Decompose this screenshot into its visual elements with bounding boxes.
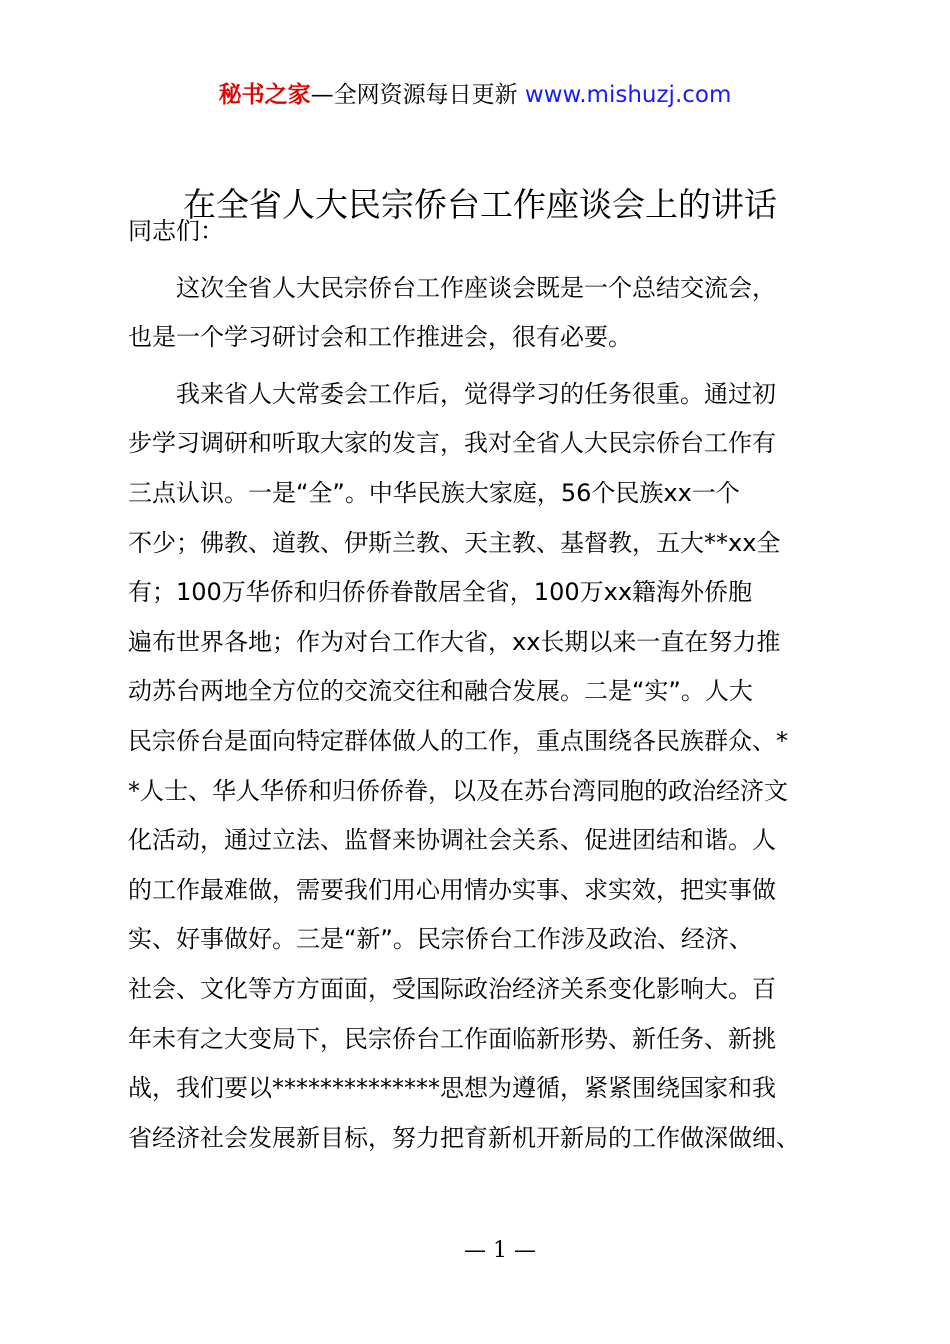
paragraph-gap xyxy=(128,257,848,264)
paragraph-line: *人士、华人华侨和归侨侨眷，以及在苏台湾同胞的政治经济文 xyxy=(128,776,788,805)
paragraph-1 xyxy=(128,264,848,363)
site-url[interactable]: www.mishuzj.com xyxy=(524,82,732,108)
paragraph-line: 的工作最难做，需要我们用心用情办实事、求实效，把实事做 xyxy=(128,875,776,904)
document-title: 在全省人大民宗侨台工作座谈会上的讲话 xyxy=(183,185,777,224)
paragraph-line: 有；100万华侨和归侨侨眷散居全省，100万xx籍海外侨胞 xyxy=(128,578,753,607)
paragraph-line: 也是一个学习研讨会和工作推进会，很有必要。 xyxy=(128,323,632,352)
paragraph-line: 三点认识。一是“全”。中华民族大家庭，56个民族xx一个 xyxy=(128,478,740,507)
paragraph-gap xyxy=(128,363,848,370)
paragraph-line: 动苏台两地全方位的交流交往和融合发展。二是“实”。人大 xyxy=(128,677,753,706)
paragraph-line: 这次全省人大民宗侨台工作座谈会既是一个总结交流会， xyxy=(128,273,776,302)
paragraph-line: 省经济社会发展新目标，努力把育新机开新局的工作做深做细、 xyxy=(128,1123,800,1152)
paragraph-line: 化活动，通过立法、监督来协调社会关系、促进团结和谐。人 xyxy=(128,826,776,855)
salutation: 同志们： xyxy=(128,217,224,245)
page-number: — 1 — xyxy=(464,1238,536,1263)
paragraph-line: 战，我们要以**************思想为遵循，紧紧围绕国家和我 xyxy=(128,1074,776,1103)
paragraph-line: 不少；佛教、道教、伊斯兰教、天主教、基督教，五大**xx全 xyxy=(128,528,781,557)
paragraph-line: 遍布世界各地；作为对台工作大省，xx长期以来一直在努力推 xyxy=(128,627,781,656)
site-tagline: —全网资源每日更新 xyxy=(310,82,525,108)
paragraph-line: 年未有之大变局下，民宗侨台工作面临新形势、新任务、新挑 xyxy=(128,1024,776,1053)
site-header xyxy=(0,78,950,112)
paragraph-line: 社会、文化等方方面面，受国际政治经济关系变化影响大。百 xyxy=(128,974,776,1003)
document-body xyxy=(128,207,848,1163)
site-brand: 秘书之家 xyxy=(218,82,311,108)
paragraph-2 xyxy=(128,370,848,1164)
paragraph-line: 我来省人大常委会工作后，觉得学习的任务很重。通过初 xyxy=(128,379,776,408)
paragraph-line: 民宗侨台是面向特定群体做人的工作，重点围绕各民族群众、* xyxy=(128,726,788,755)
paragraph-line: 步学习调研和听取大家的发言，我对全省人大民宗侨台工作有 xyxy=(128,429,776,458)
paragraph-line: 实、好事做好。三是“新”。民宗侨台工作涉及政治、经济、 xyxy=(128,925,753,954)
